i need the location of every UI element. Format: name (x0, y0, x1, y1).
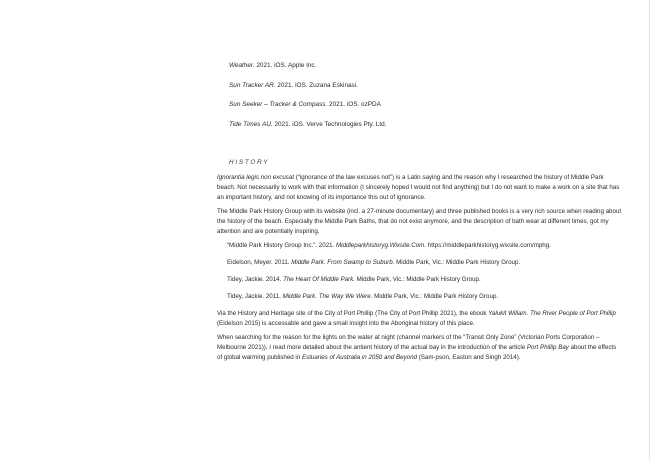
citation-mphg-website (227, 241, 622, 251)
reference-sun-tracker (229, 81, 609, 90)
history-heading: HISTORY (229, 159, 270, 166)
history-paragraph-1 (217, 173, 622, 203)
reference-tide-times (229, 120, 609, 129)
citation-source: Middle Park, Vic.: Middle Park History Group. (354, 276, 481, 283)
paragraph-text: Via the History and Heritage site of the City of Port Phillip (The City of Port Phillip 2021), the ebook (217, 310, 489, 317)
citation-author: “Middle Park History Group Inc.”. 2021. (227, 242, 337, 249)
ebook-title: Yalukit Willam. The River People of Port Phillip (488, 310, 617, 317)
citation-source: https://middleparkhistoryg.wixsite.com/mphg. (426, 242, 551, 249)
reference-details: 2021. iOS. Zuzana Eskinasi. (275, 81, 358, 89)
citation-source: Middle Park, Vic.: Middle Park History Group. (394, 259, 521, 266)
paragraph-text: (“ignorance of the law excuses not”) is a Latin saying and the reason why I researched the history of Middle Park beach. Not necessarily to work with that information (I sincerely hoped I would not find anything) but I do not want to make a work on a site that has an important history, and not knowing of its importance this out of ignorance. (217, 174, 620, 201)
reference-details: 2021. iOS. Apple Inc. (254, 62, 317, 69)
paragraph-text: (Sam-pson, Easton and Singh 2014). (416, 354, 521, 361)
reference-weather (229, 61, 609, 70)
history-paragraph-3 (217, 309, 622, 329)
history-body (217, 173, 622, 367)
citation-tidey-2011 (227, 292, 622, 302)
reference-sun-seeker (229, 100, 609, 109)
reference-title: Weather. (229, 62, 255, 69)
app-references-list (229, 61, 609, 139)
paragraph-text: (Eidelson 2015) is accessable and gave a small insight into the Aboriginal history of this place. (217, 320, 475, 327)
history-paragraph-2: The Middle Park History Group with its website (incl. a 27-minute documentary) and three published books is a very rich source when reading about the history of the beach. Especially the Middle Park Baths, that do not exist anymore, and the description of bath wear at different times, got my attention and are potentially inspiring. (217, 208, 622, 235)
article-title: Port Phillip Bay (526, 344, 569, 351)
citation-title: Middleparkhistoryg.Wixsite.Com. (336, 242, 427, 249)
citation-author: Eidelson, Meyer. 2011. (227, 259, 292, 266)
reference-details: 2021. iOS. Verve Technologies Pty. Ltd. (272, 120, 387, 128)
latin-phrase: Ignorantia legis non excusat (217, 174, 295, 181)
paragraph-text: When searching for the reason for the lights on the water at night (channel markers of the “Transit Only Zone” (Victorian Ports Corporation – Melbourne 2021)), I read more detailed about the antient history of the actual bay in the introduction of the article (217, 334, 600, 351)
paragraph-text: about the effects of global warming published in (217, 344, 617, 361)
citation-title: Middle Park. The Way We Were. (282, 293, 373, 300)
citation-eidelson-2011 (227, 258, 622, 268)
reference-title: Sun Tracker AR. (229, 81, 276, 89)
history-paragraph-4 (217, 333, 622, 363)
reference-details: 2021. iOS. ozPDA (327, 101, 381, 108)
citation-author: Tidey, Jackie. 2011. (227, 293, 283, 300)
citation-author: Tidey, Jackie. 2014. (227, 276, 284, 283)
citation-source: Middle Park, Vic.: Middle Park History Group. (372, 293, 499, 300)
citation-tidey-2014 (227, 275, 622, 285)
reference-title: Tide Times AU. (229, 120, 273, 128)
publication-title: Estuaries of Australia in 2050 and Beyond (301, 354, 417, 361)
reference-title: Sun Seeker – Tracker & Compass. (229, 101, 328, 108)
citation-title: The Heart Of Middle Park. (283, 276, 355, 283)
citation-title: Middle Park. From Swamp to Suburb. (291, 259, 395, 266)
